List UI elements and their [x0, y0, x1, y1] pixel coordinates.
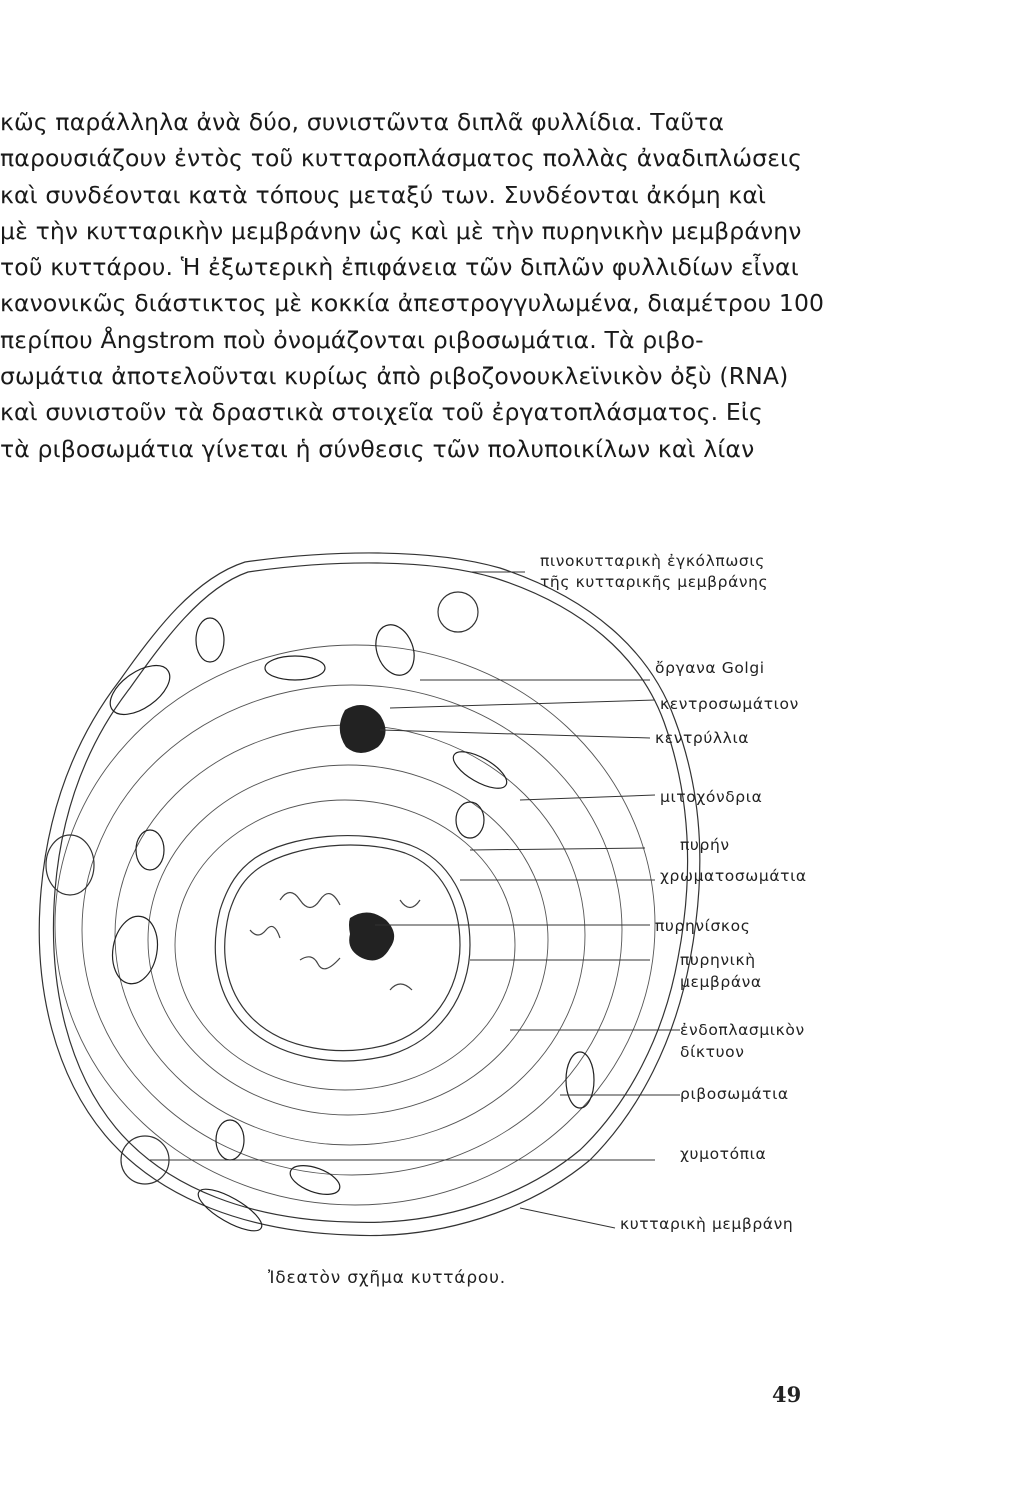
page-number: 49 — [772, 1382, 802, 1407]
label-er: ἐνδοπλασμικὸν — [680, 1021, 805, 1039]
cell-diagram — [0, 540, 1021, 1260]
text-line: παρουσιάζουν ἐντὸς τοῦ κυτταροπλάσματος πολλὰς ἀναδιπλώσεις — [0, 144, 803, 173]
text-line: καὶ συνιστοῦν τὰ δραστικὰ στοιχεῖα τοῦ ἐργατοπλάσματος. Εἰς — [0, 398, 763, 427]
text-line: μὲ τὴν κυτταρικὴν μεμβράνην ὡς καὶ μὲ τὴν πυρηνικὴν μεμβράνην — [0, 216, 802, 245]
text-line: κανονικῶς διάστικτος μὲ κοκκία ἀπεστρογγυλωμένα, διαμέτρου 100 — [0, 289, 825, 318]
cell-membrane-outline — [39, 553, 700, 1236]
label-pinocytosis-2: τῆς κυτταρικῆς μεμβράνης — [540, 573, 769, 591]
label-ribosomes: ριβοσωμάτια — [680, 1085, 789, 1103]
label-golgi: ὄργανα Golgi — [655, 659, 765, 677]
text-line: καὶ συνδέονται κατὰ τόπους μεταξύ των. Συνδέονται ἀκόμη καὶ — [0, 180, 767, 209]
label-nuclear-membrane-2: μεμβράνα — [680, 973, 762, 991]
nucleolus-icon — [349, 912, 394, 960]
label-centrioles: κεντρύλλια — [655, 729, 750, 747]
label-cell-membrane: κυτταρικὴ μεμβράνη — [620, 1215, 794, 1233]
text-line: σωμάτια ἀποτελοῦνται κυρίως ἀπὸ ριβοζονουκλεϊνικὸν ὀξὺ (RNA) — [0, 362, 789, 391]
label-centrosome: κεντροσωμάτιον — [660, 695, 799, 713]
label-nuclear-membrane: πυρηνικὴ — [680, 951, 756, 969]
label-pinocytosis: πινοκυτταρικὴ ἐγκόλπωσις — [540, 552, 765, 570]
golgi-icon — [340, 705, 386, 753]
label-nucleus: πυρήν — [680, 836, 730, 854]
body-text — [0, 104, 840, 467]
label-vacuoles: χυμοτόπια — [680, 1145, 767, 1163]
label-mitochondria: μιτοχόνδρια — [660, 788, 763, 806]
text-line: περίπου Ångstrom ποὺ ὀνομάζονται ριβοσωμάτια. Τὰ ριβο- — [0, 325, 704, 354]
figure-caption: Ἰδεατὸν σχῆμα κυττάρου. — [268, 1268, 506, 1288]
text-line: τοῦ κυττάρου. Ἡ ἐξωτερικὴ ἐπιφάνεια τῶν διπλῶν φυλλιδίων εἶναι — [0, 253, 799, 282]
label-chromosomes: χρωματοσωμάτια — [660, 867, 807, 885]
label-nucleolus: πυρηνίσκος — [655, 917, 751, 935]
text-line: τὰ ριβοσωμάτια γίνεται ἡ σύνθεσις τῶν πολυποικίλων καὶ λίαν — [0, 434, 755, 463]
text-line: κῶς παράλληλα ἀνὰ δύο, συνιστῶντα διπλᾶ φυλλίδια. Ταῦτα — [0, 108, 725, 136]
label-er-2: δίκτυον — [680, 1043, 745, 1061]
cell-figure — [0, 540, 1021, 1260]
